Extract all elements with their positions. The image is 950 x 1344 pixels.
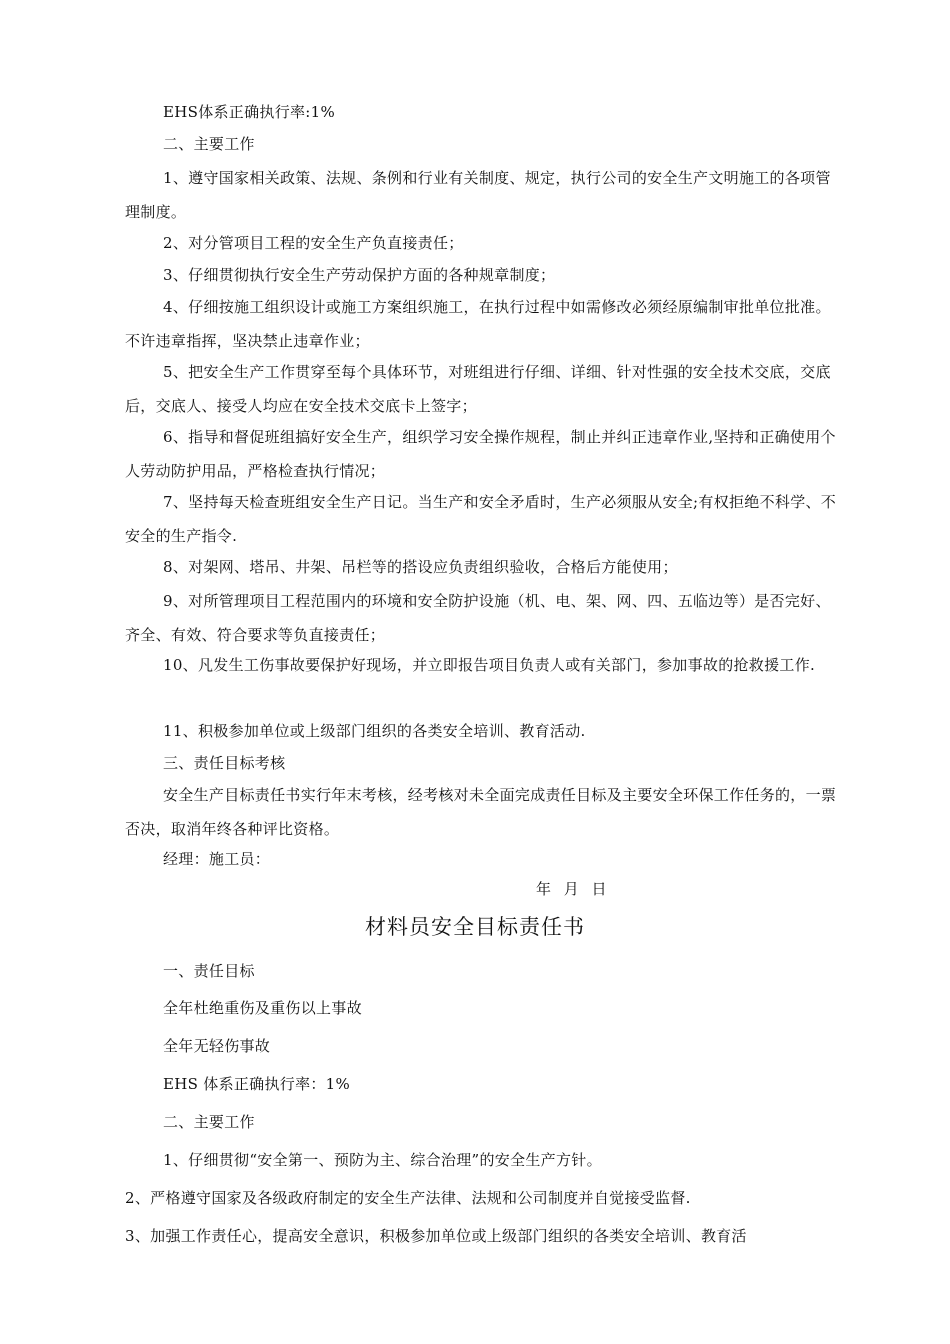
signature-line: 经理：施工员： [163,850,271,868]
work-item-7: 7、坚持每天检查班组安全生产日记。当生产和安全矛盾时，生产必须服从安全;有权拒绝不科学、不安全的生产指令. [125,493,837,545]
section-heading-main-work-2: 二、主要工作 [163,1113,255,1131]
material-work-item-3: 3、加强工作责任心，提高安全意识，积极参加单位或上级部门组织的各类安全培训、教育活 [125,1227,747,1245]
target-no-minor-injury: 全年无轻伤事故 [163,1037,271,1055]
work-item-4: 4、仔细按施工组织设计或施工方案组织施工，在执行过程中如需修改必须经原编制审批单位批准。不许违章指挥，坚决禁止违章作业； [125,298,831,350]
work-item-8: 8、对架网、塔吊、井架、吊栏等的搭设应负责组织验收，合格后方能使用； [163,558,678,576]
work-item-1: 1、遵守国家相关政策、法规、条例和行业有关制度、规定，执行公司的安全生产文明施工的各项管理制度。 [125,169,831,221]
ehs-rate-line-2: EHS 体系正确执行率：1% [163,1075,351,1093]
work-item-5: 5、把安全生产工作贯穿至每个具体环节，对班组进行仔细、详细、针对性强的安全技术交底，交底后，交底人、接受人均应在安全技术交底卡上签字； [125,363,831,415]
work-item-9: 9、对所管理项目工程范围内的环境和安全防护设施（机、电、架、网、四、五临边等）是否完好、齐全、有效、符合要求等负直接责任； [125,592,831,644]
section-heading-main-work: 二、主要工作 [163,135,255,153]
work-item-3: 3、仔细贯彻执行安全生产劳动保护方面的各种规章制度； [163,266,556,284]
work-item-11: 11、积极参加单位或上级部门组织的各类安全培训、教育活动. [163,722,586,740]
material-work-item-2: 2、严格遵守国家及各级政府制定的安全生产法律、法规和公司制度并自觉接受监督. [125,1189,691,1207]
target-no-serious-injury: 全年杜绝重伤及重伤以上事故 [163,999,362,1017]
section-heading-assessment: 三、责任目标考核 [163,754,286,772]
ehs-rate-line: EHS体系正确执行率:1% [163,103,336,121]
date-line: 年 月 日 [536,880,607,898]
work-item-2: 2、对分管项目工程的安全生产负直接责任； [163,234,464,252]
document-title: 材料员安全目标责任书 [365,915,585,939]
material-work-item-1: 1、仔细贯彻“安全第一、预防为主、综合治理”的安全生产方针。 [163,1151,602,1169]
work-item-6: 6、指导和督促班组搞好安全生产，组织学习安全操作规程，制止并纠正违章作业,坚持和正确使用个人劳动防护用品，严格检查执行情况； [125,428,836,480]
work-item-10: 10、凡发生工伤事故要保护好现场，并立即报告项目负责人或有关部门，参加事故的抢救援工作. [163,656,816,674]
assessment-text: 安全生产目标责任书实行年末考核，经考核对未全面完成责任目标及主要安全环保工作任务的，一票否决，取消年终各种评比资格。 [125,786,837,838]
section-heading-targets: 一、责任目标 [163,962,255,980]
